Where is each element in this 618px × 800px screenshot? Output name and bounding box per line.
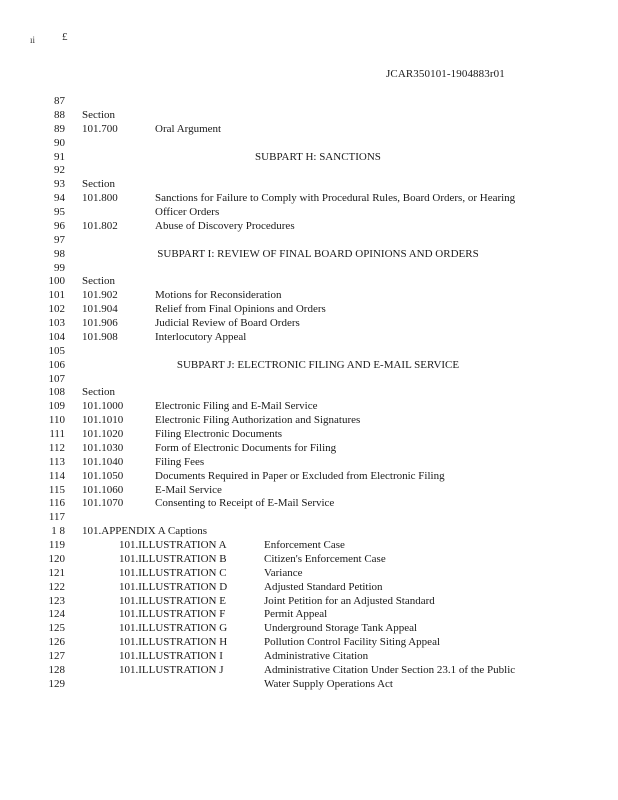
section-title: E-Mail Service bbox=[155, 483, 222, 496]
line-number: 120 bbox=[48, 552, 65, 565]
document-line bbox=[0, 386, 618, 400]
illustration-number: 101.ILLUSTRATION H bbox=[119, 636, 228, 649]
line-number: 110 bbox=[48, 414, 65, 427]
illustration-number: 101.ILLUSTRATION B bbox=[119, 552, 227, 565]
section-number: 101.908 bbox=[82, 330, 118, 343]
line-number: 107 bbox=[48, 372, 65, 385]
section-number: Section bbox=[82, 108, 115, 121]
document-line bbox=[0, 123, 618, 137]
document-line bbox=[0, 95, 618, 109]
subpart-heading: SUBPART J: ELECTRONIC FILING AND E-MAIL SERVICE bbox=[176, 358, 460, 371]
document-line bbox=[0, 525, 618, 539]
section-number: 101.1070 bbox=[82, 497, 124, 510]
document-line bbox=[0, 428, 618, 442]
illustration-title: Variance bbox=[264, 566, 303, 579]
document-line bbox=[0, 137, 618, 151]
document-line bbox=[0, 164, 618, 178]
document-line bbox=[0, 442, 618, 456]
document-line bbox=[0, 151, 618, 165]
line-number: 91 bbox=[54, 150, 65, 163]
document-line bbox=[0, 400, 618, 414]
section-title: Motions for Reconsideration bbox=[155, 289, 282, 302]
illustration-number: 101.ILLUSTRATION D bbox=[119, 580, 228, 593]
line-number: 125 bbox=[48, 622, 65, 635]
section-number: 101.1020 bbox=[82, 428, 124, 440]
document-line bbox=[0, 303, 618, 317]
document-id: JCAR350101-1904883r01 bbox=[386, 68, 505, 80]
illustration-number: 101.ILLUSTRATION I bbox=[119, 650, 223, 662]
section-number: 101.APPENDIX A Captions bbox=[82, 525, 207, 538]
document-line bbox=[0, 553, 618, 567]
line-number: 106 bbox=[48, 358, 65, 371]
illustration-title: Administrative Citation Under Section 23.1 of the Public bbox=[264, 663, 516, 676]
line-number: 94 bbox=[54, 192, 65, 205]
illustration-title: Enforcement Case bbox=[264, 539, 345, 551]
document-line bbox=[0, 678, 618, 692]
line-number: 121 bbox=[48, 566, 65, 579]
line-number: 93 bbox=[54, 178, 65, 191]
line-number: 126 bbox=[48, 636, 65, 649]
document-line bbox=[0, 220, 618, 234]
line-number: 128 bbox=[48, 663, 65, 676]
line-number: 101 bbox=[48, 289, 65, 302]
line-number: 111 bbox=[49, 428, 65, 440]
line-number: 87 bbox=[54, 95, 65, 107]
line-number: 124 bbox=[48, 608, 65, 621]
illustration-title: Citizen's Enforcement Case bbox=[264, 552, 386, 565]
document-line bbox=[0, 567, 618, 581]
line-number: 105 bbox=[48, 344, 65, 357]
illustration-title: Underground Storage Tank Appeal bbox=[264, 622, 418, 635]
section-number: 101.1010 bbox=[82, 414, 124, 427]
line-number: 119 bbox=[48, 539, 65, 551]
illustration-title: Joint Petition for an Adjusted Standard bbox=[264, 594, 435, 607]
document-line bbox=[0, 234, 618, 248]
line-number: 127 bbox=[48, 650, 65, 662]
section-number: Section bbox=[82, 275, 115, 288]
document-line bbox=[0, 248, 618, 262]
subpart-heading: SUBPART H: SANCTIONS bbox=[255, 150, 381, 163]
document-line bbox=[0, 456, 618, 470]
document-line bbox=[0, 497, 618, 511]
line-number: 98 bbox=[54, 247, 65, 260]
illustration-number: 101.ILLUSTRATION A bbox=[119, 539, 227, 551]
section-title: Interlocutory Appeal bbox=[155, 330, 247, 343]
section-number: 101.1040 bbox=[82, 455, 124, 468]
section-title: Electronic Filing Authorization and Signatures bbox=[155, 414, 361, 427]
section-title: Filing Electronic Documents bbox=[155, 428, 283, 440]
document-line bbox=[0, 608, 618, 622]
document-line bbox=[0, 664, 618, 678]
line-number: 1 8 bbox=[51, 525, 65, 538]
section-number: 101.800 bbox=[82, 192, 118, 205]
illustration-title: Administrative Citation bbox=[264, 650, 369, 662]
page-mark-left: ıi bbox=[30, 35, 36, 45]
line-number: 96 bbox=[54, 219, 65, 232]
section-number: 101.1060 bbox=[82, 483, 124, 496]
line-number: 90 bbox=[54, 136, 65, 149]
line-number: 102 bbox=[48, 303, 65, 316]
document-line bbox=[0, 470, 618, 484]
page-mark-right: £ bbox=[62, 31, 68, 43]
section-title: Electronic Filing and E-Mail Service bbox=[155, 400, 318, 413]
section-number: 101.906 bbox=[82, 317, 118, 329]
illustration-number: 101.ILLUSTRATION E bbox=[119, 594, 226, 607]
line-number: 100 bbox=[48, 275, 65, 288]
line-number: 109 bbox=[48, 400, 65, 413]
line-number: 112 bbox=[48, 441, 65, 454]
document-line bbox=[0, 622, 618, 636]
line-number: 123 bbox=[48, 594, 65, 607]
line-number: 97 bbox=[54, 233, 65, 246]
document-line bbox=[0, 539, 618, 553]
document-line bbox=[0, 289, 618, 303]
section-number: 101.902 bbox=[82, 289, 118, 302]
illustration-title: Pollution Control Facility Siting Appeal bbox=[264, 636, 441, 649]
line-number: 88 bbox=[54, 108, 65, 121]
document-line bbox=[0, 636, 618, 650]
section-number: 101.1000 bbox=[82, 400, 124, 413]
document-line bbox=[0, 206, 618, 220]
document-line bbox=[0, 345, 618, 359]
document-line bbox=[0, 331, 618, 345]
section-number: 101.802 bbox=[82, 219, 118, 232]
section-number: 101.700 bbox=[82, 122, 118, 135]
illustration-number: 101.ILLUSTRATION F bbox=[119, 608, 226, 621]
illustration-number: 101.ILLUSTRATION C bbox=[119, 566, 227, 579]
document-line bbox=[0, 109, 618, 123]
section-title: Consenting to Receipt of E-Mail Service bbox=[155, 497, 335, 510]
document-line bbox=[0, 650, 618, 664]
line-number: 115 bbox=[48, 483, 65, 496]
illustration-number: 101.ILLUSTRATION G bbox=[119, 622, 228, 635]
section-number: 101.1030 bbox=[82, 441, 124, 454]
document-line bbox=[0, 414, 618, 428]
table-of-contents bbox=[0, 95, 618, 692]
line-number: 113 bbox=[48, 455, 65, 468]
line-number: 114 bbox=[48, 469, 65, 482]
line-number: 103 bbox=[48, 317, 65, 329]
line-number: 92 bbox=[54, 164, 65, 177]
section-title: Form of Electronic Documents for Filing bbox=[155, 441, 337, 454]
line-number: 129 bbox=[48, 677, 65, 690]
document-line bbox=[0, 581, 618, 595]
section-number: Section bbox=[82, 386, 115, 399]
section-title: Judicial Review of Board Orders bbox=[155, 317, 300, 329]
document-line bbox=[0, 262, 618, 276]
illustration-title: Adjusted Standard Petition bbox=[264, 580, 383, 593]
line-number: 99 bbox=[54, 261, 65, 274]
line-number: 117 bbox=[48, 511, 65, 524]
document-line bbox=[0, 484, 618, 498]
document-line bbox=[0, 511, 618, 525]
illustration-title: Permit Appeal bbox=[264, 608, 328, 621]
document-line bbox=[0, 373, 618, 387]
illustration-number: 101.ILLUSTRATION J bbox=[119, 663, 224, 676]
section-title: Oral Argument bbox=[155, 122, 222, 135]
line-number: 122 bbox=[48, 580, 65, 593]
section-title: Documents Required in Paper or Excluded from Electronic Filing bbox=[155, 469, 445, 482]
illustration-title: Water Supply Operations Act bbox=[264, 677, 393, 690]
section-title: Officer Orders bbox=[155, 206, 220, 218]
section-title: Relief from Final Opinions and Orders bbox=[155, 303, 326, 316]
line-number: 108 bbox=[48, 386, 65, 399]
section-number: 101.904 bbox=[82, 303, 118, 316]
line-number: 89 bbox=[54, 122, 65, 135]
line-number: 95 bbox=[54, 206, 65, 218]
line-number: 116 bbox=[48, 497, 65, 510]
section-title: Filing Fees bbox=[155, 455, 205, 468]
section-title: Sanctions for Failure to Comply with Procedural Rules, Board Orders, or Hearing bbox=[155, 192, 516, 205]
section-number: 101.1050 bbox=[82, 469, 124, 482]
document-line bbox=[0, 317, 618, 331]
subpart-heading: SUBPART I: REVIEW OF FINAL BOARD OPINIONS AND ORDERS bbox=[157, 247, 479, 260]
document-line bbox=[0, 192, 618, 206]
line-number: 104 bbox=[48, 330, 65, 343]
document-line bbox=[0, 178, 618, 192]
document-line bbox=[0, 595, 618, 609]
document-line bbox=[0, 275, 618, 289]
section-title: Abuse of Discovery Procedures bbox=[155, 219, 295, 232]
document-line bbox=[0, 359, 618, 373]
section-number: Section bbox=[82, 178, 115, 191]
